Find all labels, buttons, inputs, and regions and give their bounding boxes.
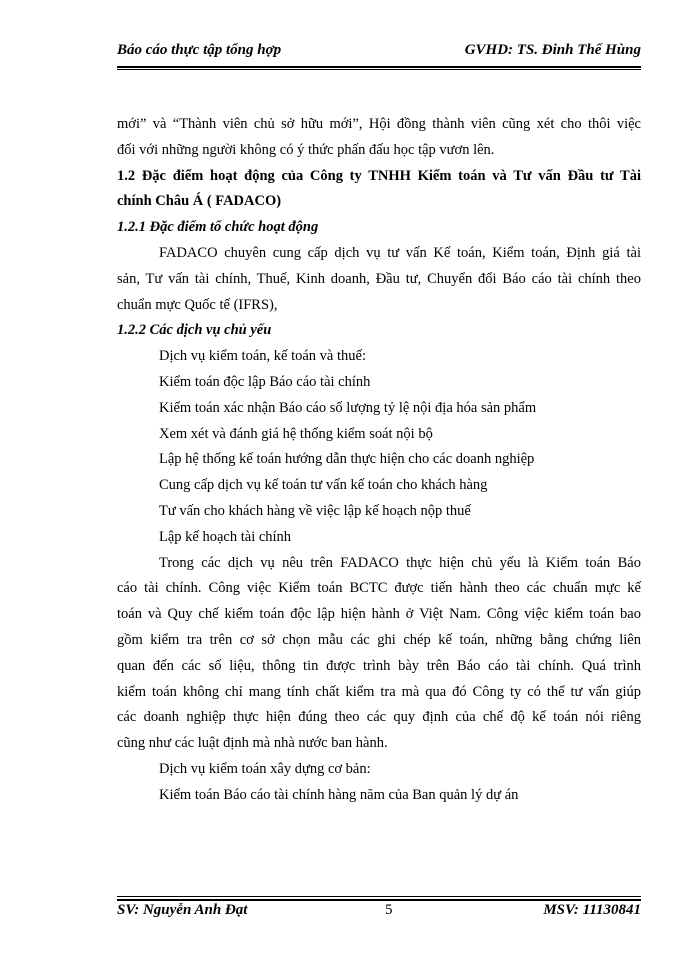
page-header — [117, 38, 641, 68]
paragraph-line: sản, Tư vấn tài chính, Thuế, Kinh doanh, Đầu tư, Chuyển đổi Báo cáo tài chính theo — [117, 270, 641, 287]
list-item: Kiểm toán xác nhận Báo cáo số lượng tỷ lệ nội địa hóa sản phẩm — [159, 399, 537, 416]
list-item: Lập kế hoạch tài chính — [159, 528, 292, 545]
section-heading-cont: chính Châu Á ( FADACO) — [117, 193, 282, 210]
list-item: Tư vấn cho khách hàng về việc lập kế hoạch nộp thuế — [159, 502, 471, 519]
list-item: Kiểm toán độc lập Báo cáo tài chính — [159, 373, 371, 390]
paragraph-line: chuẩn mực Quốc tế (IFRS), — [117, 296, 278, 313]
footer-student: SV: Nguyễn Anh Đạt — [117, 902, 248, 918]
header-rule — [117, 69, 641, 70]
paragraph-line: cáo tài chính. Công việc Kiểm toán BCTC được tiến hành theo các chuẩn mực kế — [117, 580, 641, 597]
paragraph-line: gồm kiểm tra trên cơ sở chọn mẫu các ghi chép kế toán, những bằng chứng liên — [117, 631, 641, 648]
paragraph-line: FADACO chuyên cung cấp dịch vụ tư vấn Kế toán, Kiểm toán, Định giá tài — [159, 244, 641, 261]
paragraph-line: cũng như các luật định mà nhà nước ban hành. — [117, 735, 388, 752]
footer-student-id: MSV: 11130841 — [543, 902, 641, 918]
subsection-heading: 1.2.2 Các dịch vụ chủ yếu — [117, 322, 272, 339]
section-heading: 1.2 Đặc điểm hoạt động của Công ty TNHH Kiểm toán và Tư vấn Đầu tư Tài — [117, 167, 641, 184]
header-title: Báo cáo thực tập tổng hợp — [117, 42, 282, 58]
list-item: Dịch vụ kiểm toán xây dựng cơ bản: — [159, 760, 371, 777]
paragraph-line: kiểm toán không chỉ mang tính chất kiểm tra mà qua đó Công ty có thể tư vấn giúp — [117, 683, 641, 700]
header-supervisor: GVHD: TS. Đinh Thế Hùng — [464, 42, 641, 58]
page-number: 5 — [385, 902, 393, 918]
paragraph-line: các doanh nghiệp thực hiện đúng theo các quy định của chế độ kế toán nói riêng — [117, 709, 641, 726]
list-item: Kiểm toán Báo cáo tài chính hàng năm của Ban quản lý dự án — [159, 786, 519, 803]
list-item: Cung cấp dịch vụ kế toán tư vấn kế toán cho khách hàng — [159, 477, 488, 494]
page-footer — [117, 902, 641, 922]
paragraph-line: Trong các dịch vụ nêu trên FADACO thực hiện chủ yếu là Kiểm toán Báo — [159, 554, 641, 571]
paragraph-line: mới” và “Thành viên chủ sở hữu mới”, Hội đồng thành viên cũng xét cho thôi việc — [117, 116, 641, 132]
footer-rule-thick — [117, 899, 641, 901]
footer-rule — [117, 896, 641, 897]
paragraph-line: đối với những người không có ý thức phấn đấu học tập vươn lên. — [117, 141, 495, 158]
paragraph-line: toán và Quy chế kiểm toán độc lập hiện hành ở Việt Nam. Công việc kiểm toán bao — [117, 606, 641, 623]
list-item: Lập hệ thống kế toán hướng dẫn thực hiện cho các doanh nghiệp — [159, 451, 535, 468]
list-item: Xem xét và đánh giá hệ thống kiểm soát nội bộ — [159, 425, 433, 442]
page-body — [117, 112, 641, 809]
subsection-heading: 1.2.1 Đặc điểm tổ chức hoạt động — [117, 219, 319, 236]
list-item: Dịch vụ kiểm toán, kế toán và thuế: — [159, 348, 366, 365]
paragraph-line: quan đến các số liệu, thông tin được trình bày trên Báo cáo tài chính. Quá trình — [117, 657, 641, 674]
